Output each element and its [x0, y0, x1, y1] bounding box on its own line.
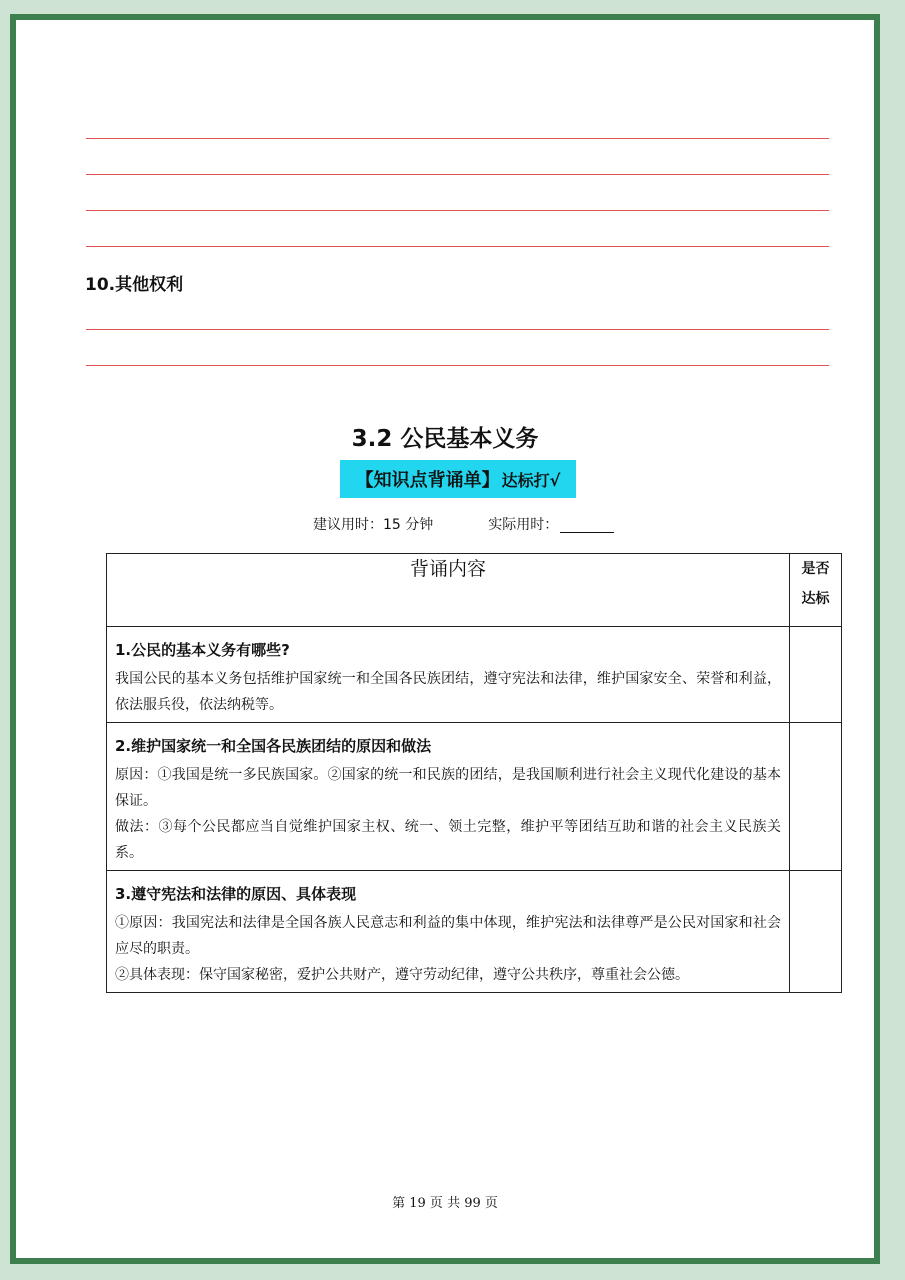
- suggested-time: 建议用时：15 分钟: [313, 517, 434, 533]
- answer-2-method: 做法：③每个公民都应当自觉维护国家主权、统一、领土完整，维护平等团结互助和谐的社会主义民族关系。: [115, 819, 781, 861]
- answer-3-reason: ①原因：我国宪法和法律是全国各族人民意志和利益的集中体现，维护宪法和法律尊严是公民对国家和社会应尽的职责。: [115, 915, 781, 957]
- answer-1: 我国公民的基本义务包括维护国家统一和全国各民族团结，遵守宪法和法律，维护国家安全、荣誉和利益，依法服兵役，依法纳税等。: [115, 671, 781, 713]
- actual-time-label: 实际用时：: [488, 517, 559, 533]
- check-cell[interactable]: [790, 627, 842, 723]
- page-title: 3.2 公民基本义务: [351, 426, 539, 452]
- question-3: 3.遵守宪法和法律的原因、具体表现: [115, 885, 357, 903]
- header-content: 背诵内容: [107, 554, 790, 627]
- writing-line: [86, 138, 829, 139]
- banner-main-text: 【知识点背诵单】: [355, 470, 500, 491]
- writing-line: [86, 365, 829, 366]
- table-row: [107, 627, 842, 723]
- answer-2-reason: 原因：①我国是统一多民族国家。②国家的统一和民族的团结，是我国顺利进行社会主义现代化建设的基本保证。: [115, 767, 781, 809]
- writing-line: [86, 210, 829, 211]
- row-content: [107, 627, 790, 723]
- header-check-line2: 达标: [801, 591, 830, 607]
- question-1: 1.公民的基本义务有哪些?: [115, 641, 290, 659]
- table-header-row: [107, 554, 842, 627]
- page: [16, 20, 874, 1258]
- page-number: 第 19 页 共 99 页: [392, 1196, 498, 1211]
- section-heading-other-rights: 10.其他权利: [85, 275, 184, 295]
- timing-line: [313, 514, 614, 534]
- header-check: [790, 554, 842, 627]
- writing-line: [86, 246, 829, 247]
- answer-3-behavior: ②具体表现：保守国家秘密，爱护公共财产，遵守劳动纪律，遵守公共秩序，尊重社会公德。: [115, 967, 689, 983]
- actual-time-blank[interactable]: [560, 516, 614, 533]
- banner-suffix-text: 达标打√: [501, 470, 561, 490]
- table-row: [107, 871, 842, 993]
- writing-line: [86, 174, 829, 175]
- header-check-line1: 是否: [801, 561, 830, 577]
- recitation-table: [106, 553, 842, 993]
- row-content: [107, 723, 790, 871]
- writing-line: [86, 329, 829, 330]
- question-2: 2.维护国家统一和全国各民族团结的原因和做法: [115, 737, 432, 755]
- checklist-banner: [340, 460, 576, 498]
- table-row: [107, 723, 842, 871]
- page-frame: [10, 14, 880, 1264]
- check-cell[interactable]: [790, 871, 842, 993]
- check-cell[interactable]: [790, 723, 842, 871]
- row-content: [107, 871, 790, 993]
